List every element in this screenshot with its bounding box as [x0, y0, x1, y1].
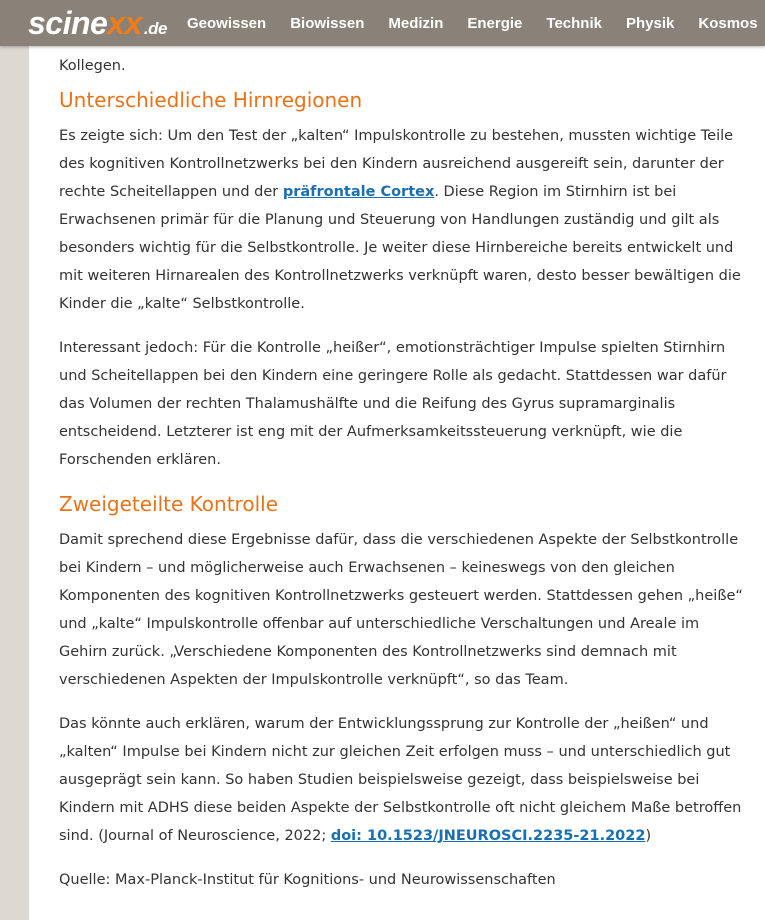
text: Das könnte auch erklären, warum der Entwicklungssprung zur Kontrolle der „heißen“ und „kalten“ Impulse bei Kindern nicht zur gleichen Zeit erfolgen muss – und unterschiedlich gut ausgeprägt sein kann. So haben Studien beispielsweise gezeigt, dass beispielsweise bei Kindern mit ADHS diese beiden Aspekte der Selbstkontrolle oft nicht gleichem Maße betroffen sind. (Journal of Neuroscience, 2022;: [59, 716, 742, 844]
main-nav: [187, 15, 765, 32]
nav-biowissen[interactable]: Biowissen: [290, 14, 365, 32]
section-heading: Unterschiedliche Hirnregionen: [59, 88, 363, 112]
logo-text: scine: [28, 4, 108, 41]
paragraph: [59, 710, 745, 850]
logo-domain: .de: [143, 18, 167, 38]
text: Es zeigte sich: Um den Test der „kalten“ Impulskontrolle zu bestehen, mussten wichtige Teile des kognitiven Kontrollnetzwerks bei den Kindern ausreichend ausgereift sein, darunter der rechte Scheitellappen und der: [59, 128, 734, 200]
text: . Diese Region im Stirnhirn ist bei Erwachsenen primär für die Planung und Steuerung von Handlungen zuständig und gilt als besonders wichtig für die Selbstkontrolle. Je weiter diese Hirnbereiche bereits entwickelt und mit weiteren Hirnarealen des Kontrollnetzwerks verknüpft waren, desto besser bewältigen die Kinder die „kalte“ Selbstkontrolle.: [59, 184, 741, 312]
section-heading: Zweigeteilte Kontrolle: [59, 492, 278, 516]
text: ): [645, 828, 652, 844]
doi-link[interactable]: doi: 10.1523/JNEUROSCI.2235-21.2022: [330, 828, 646, 844]
paragraph: [59, 122, 745, 318]
clipped-text: Kollegen.: [59, 58, 126, 74]
site-header: [0, 0, 765, 46]
nav-medizin[interactable]: Medizin: [388, 14, 444, 32]
article-body: [29, 0, 765, 920]
nav-kosmos[interactable]: Kosmos: [698, 14, 758, 32]
logo-text-accent: xx: [107, 4, 142, 41]
source-line: Quelle: Max-Planck-Institut für Kognitions- und Neurowissenschaften: [59, 872, 556, 888]
site-logo[interactable]: [28, 5, 167, 42]
nav-energie[interactable]: Energie: [467, 14, 523, 32]
nav-geowissen[interactable]: Geowissen: [186, 14, 267, 32]
link-praefrontale-cortex[interactable]: präfrontale Cortex: [282, 184, 435, 200]
paragraph: Interessant jedoch: Für die Kontrolle „heißer“, emotionsträchtiger Impulse spielten Stirnhirn und Scheitellappen bei den Kindern eine geringere Rolle als gedacht. Stattdessen war dafür das Volumen der rechten Thalamushälfte und die Reifung des Gyrus supramarginalis entscheidend. Letzterer ist eng mit der Aufmerksamkeitssteuerung verknüpft, wie die Forschenden erklären.: [59, 340, 727, 468]
nav-technik[interactable]: Technik: [546, 14, 602, 32]
paragraph: Damit sprechend diese Ergebnisse dafür, dass die verschiedenen Aspekte der Selbstkontrolle bei Kindern – und möglicherweise auch Erwachsenen – keineswegs von den gleichen Komponenten des kognitiven Kontrollnetzwerks gesteuert werden. Stattdessen gehen „heiße“ und „kalte“ Impulskontrolle offenbar auf unterschiedliche Verschaltungen und Areale im Gehirn zurück. „Verschiedene Komponenten des Kontrollnetzwerks sind demnach mit verschiedenen Aspekten der Impulskontrolle verknüpft“, so das Team.: [59, 532, 743, 688]
nav-physik[interactable]: Physik: [625, 14, 675, 32]
